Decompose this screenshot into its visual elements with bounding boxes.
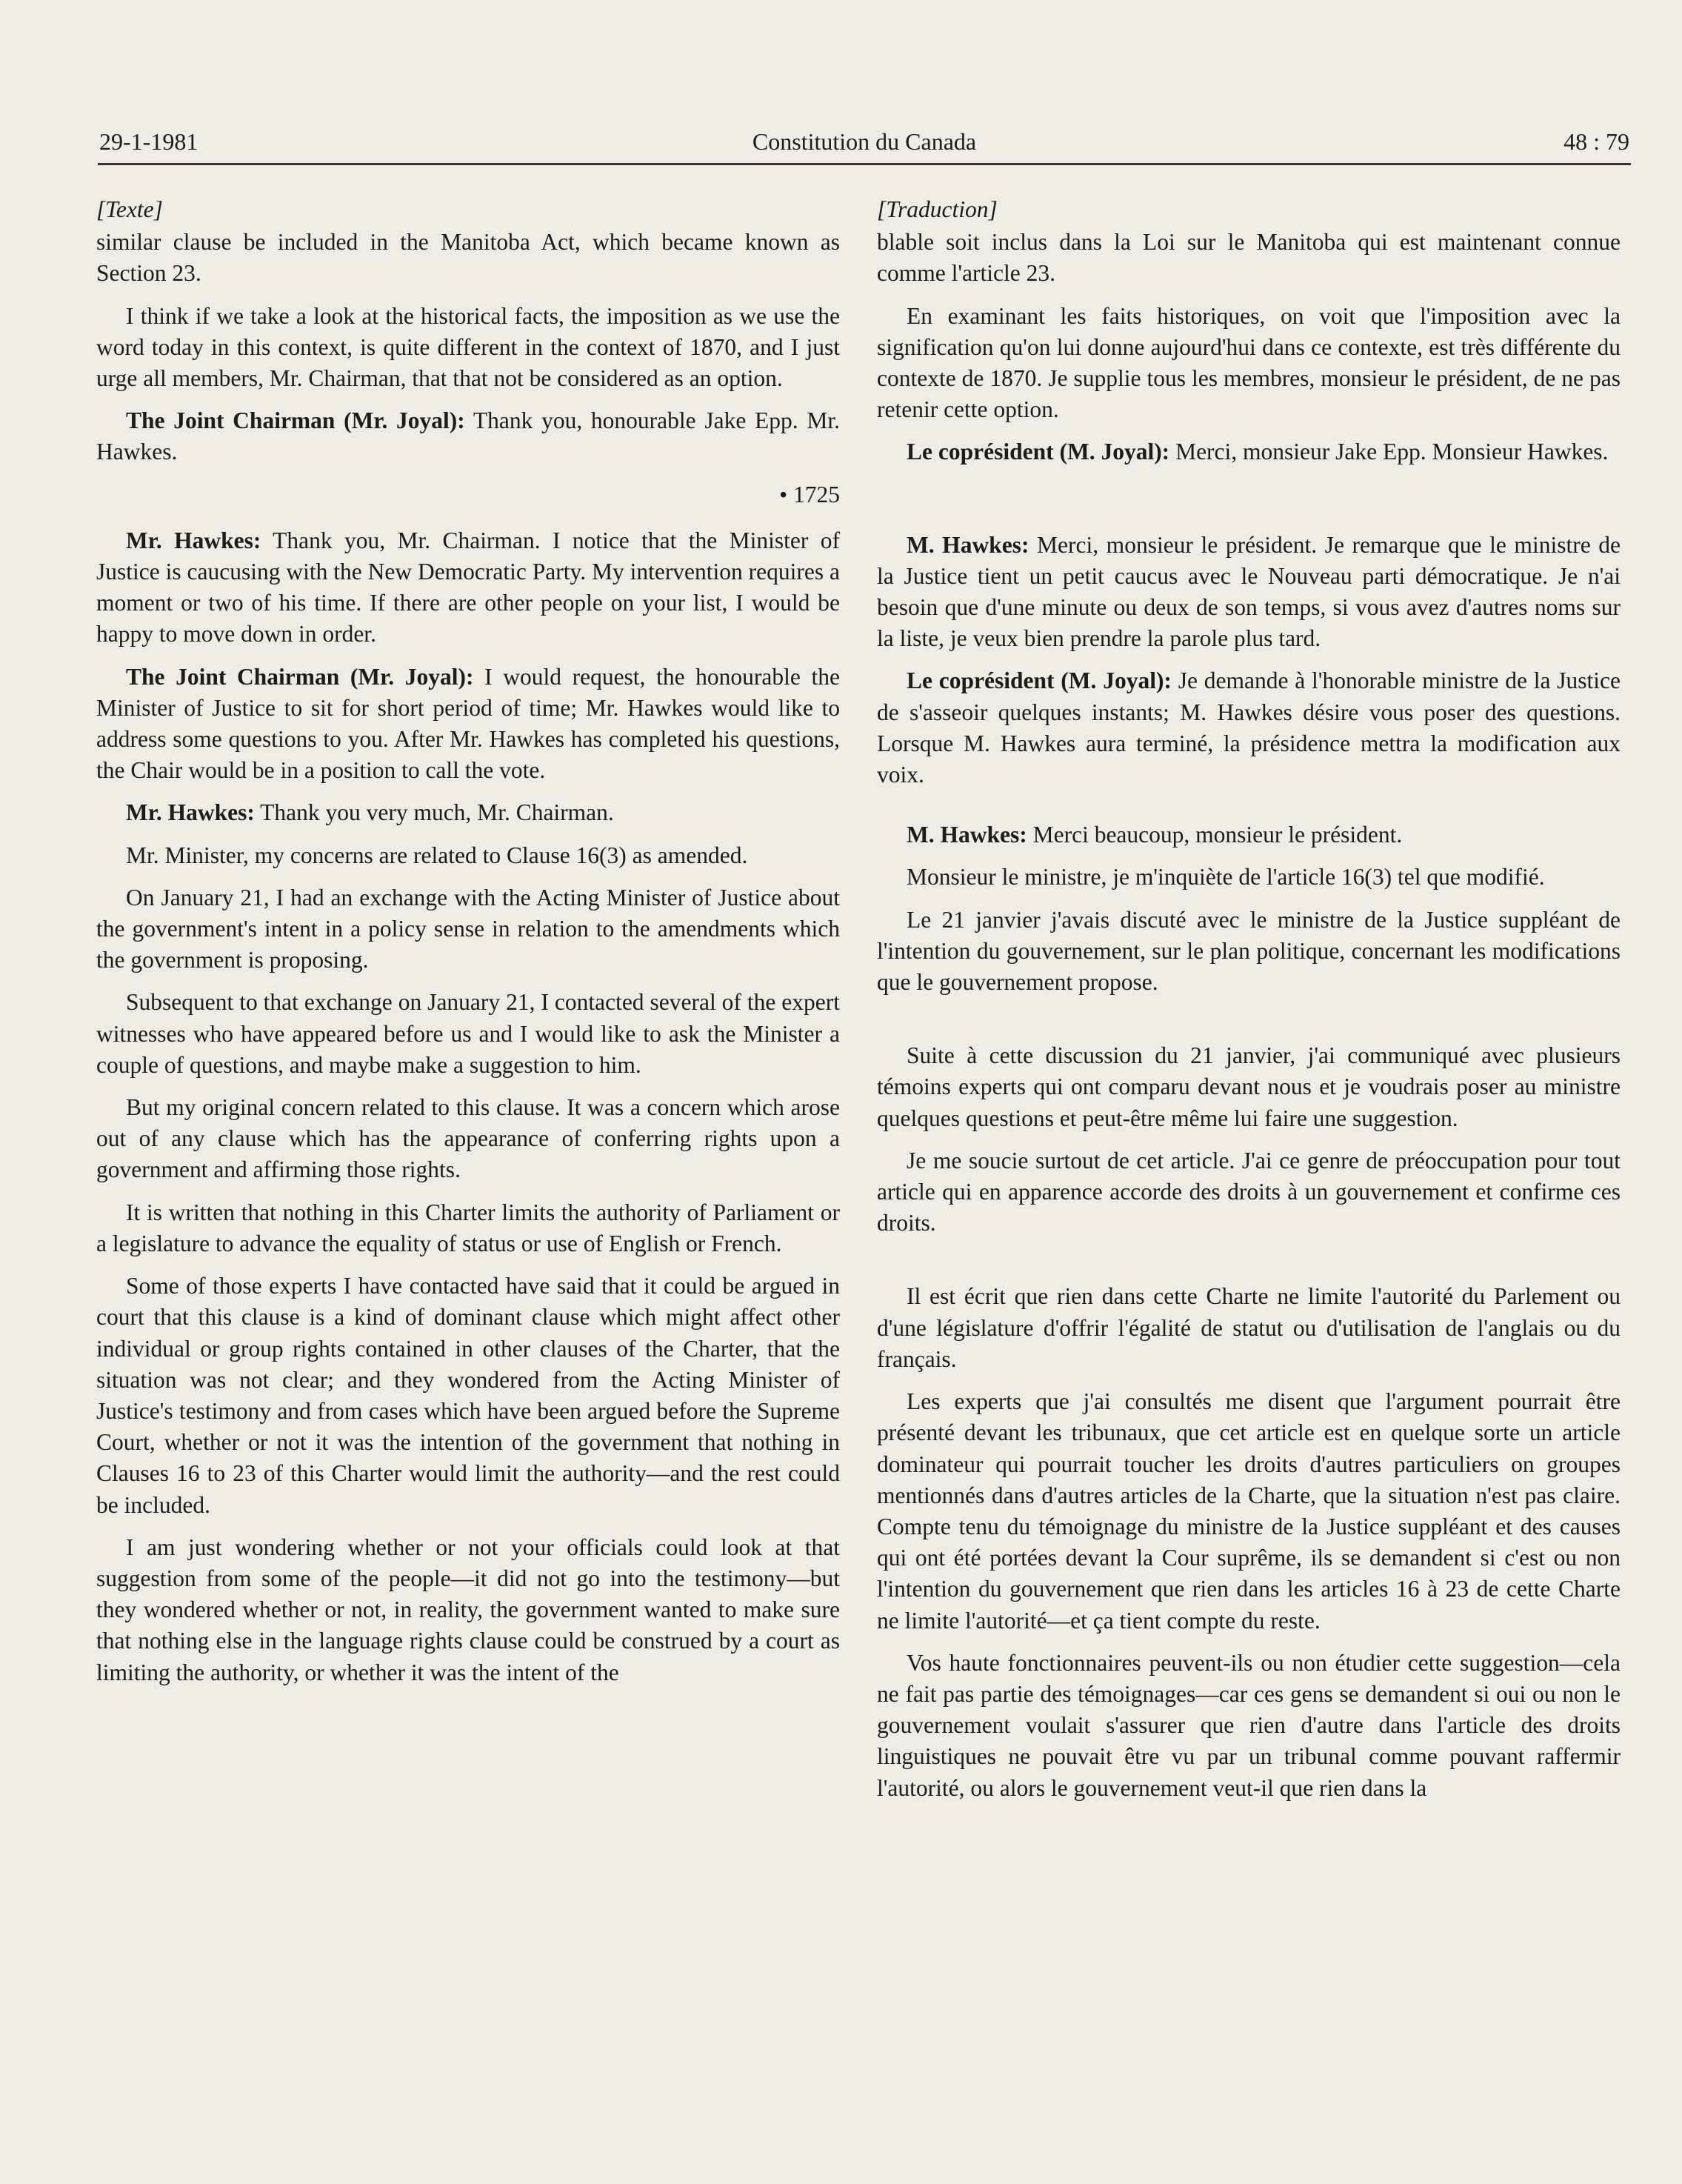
spacer (877, 1009, 1621, 1040)
french-column (877, 194, 1621, 1815)
speech-paragraph (877, 665, 1621, 790)
english-column (96, 194, 840, 1699)
spacer (877, 1250, 1621, 1281)
speaker-name: Mr. Hawkes: (126, 799, 255, 826)
header-title: Constitution du Canada (752, 128, 977, 155)
header-page-number: 48 : 79 (1563, 128, 1629, 155)
speech-text: Merci, monsieur Jake Epp. Monsieur Hawkes. (1169, 439, 1609, 465)
paragraph: Les experts que j'ai consultés me disent que l'argument pourrait être présenté devant les tribunaux, que cet article est en quelque sorte un article dominateur qui pourrait toucher les droits d'autres particuliers on groupes mentionnés dans d'autres articles de la Charte, que la situation n'est pas claire. Compte tenu du témoignage du ministre de la Justice suppléant et des causes qui ont été portées devant la Cour suprême, ils se demandent si c'est ou non l'intention du gouvernement que rien dans les articles 16 à 23 de cette Charte ne limite l'autorité—et ça tient compte du reste. (877, 1388, 1621, 1634)
speaker-name: Le coprésident (M. Joyal): (907, 667, 1172, 694)
paragraph: Le 21 janvier j'avais discuté avec le ministre de la Justice suppléant de l'intention du gouvernement, sur le plan politique, concernant les modifications que le gouvernement propose. (877, 906, 1621, 996)
spacer (877, 802, 1621, 819)
speech-paragraph (96, 797, 840, 828)
paragraph: Vos haute fonctionnaires peuvent-ils ou non étudier cette suggestion—cela ne fait pas partie des témoignages—car ces gens se demandent si oui ou non le gouvernement voulait s'assurer que rien d'autre dans l'article des droits linguistiques ne pouvait être vu par un tribunal comme pouvant raffermir l'autorité, ou alors le gouvernement veut-il que rien dans la (877, 1649, 1621, 1801)
speaker-name: Le coprésident (M. Joyal): (907, 439, 1170, 465)
speech-text: Thank you very much, Mr. Chairman. (254, 799, 614, 826)
language-marker: [Texte] (96, 196, 163, 222)
paragraph: It is written that nothing in this Charter limits the authority of Parliament or a legislature to advance the equality of status or use of English or French. (96, 1199, 840, 1256)
paragraph: I am just wondering whether or not your officials could look at that suggestion from some of the people—it did not go into the testimony—but they wondered whether or not, in reality, the government wanted to make sure that nothing else in the language rights clause could be construed by a court as limiting the authority, or whether it was the intent of the (96, 1534, 840, 1685)
paragraph: Il est écrit que rien dans cette Charte ne limite l'autorité du Parlement ou d'une législature d'offrir l'égalité de statut ou d'utilisation de l'anglais ou du français. (877, 1283, 1621, 1372)
speech-paragraph (877, 436, 1621, 467)
speaker-name: The Joint Chairman (Mr. Joyal): (126, 663, 474, 690)
paragraph: blable soit inclus dans la Loi sur le Manitoba qui est maintenant connue comme l'article 23. (877, 229, 1621, 287)
speech-paragraph (877, 819, 1621, 850)
speech-text: Je demande à l'honorable ministre de la Justice de s'asseoir quelques instants; M. Hawkes désire vous poser des questions. Lorsque M. Hawkes aura terminé, la présidence mettra la modification aux voix. (877, 667, 1621, 788)
speech-paragraph (96, 525, 840, 650)
speech-text: Merci, monsieur le président. Je remarque que le ministre de la Justice tient un petit caucus avec le Nouveau parti démocratique. Je n'ai besoin que d'une minute ou deux de son temps, si vous avez d'autres noms sur la liste, je veux bien prendre la parole plus tard. (877, 531, 1621, 652)
speech-paragraph (877, 530, 1621, 655)
paragraph: similar clause be included in the Manitoba Act, which became known as Section 23. (96, 229, 840, 287)
paragraph: En examinant les faits historiques, on voit que l'imposition avec la signification qu'on lui donne aujourd'hui dans ce contexte, est très différente du contexte de 1870. Je supplie tous les membres, monsieur le président, de ne pas retenir cette option. (877, 302, 1621, 423)
speaker-name: M. Hawkes: (907, 531, 1029, 558)
speaker-name: M. Hawkes: (907, 822, 1027, 848)
speech-text: Merci beaucoup, monsieur le président. (1027, 822, 1403, 848)
paragraph: But my original concern related to this clause. It was a concern which arose out of any clause which has the appearance of conferring rights upon a government and affirming those rights. (96, 1094, 840, 1183)
paragraph: Subsequent to that exchange on January 21, I contacted several of the expert witnesses who have appeared before us and I would like to ask the Minister a couple of questions, and maybe make a suggestion to him. (96, 989, 840, 1078)
speech-text: Thank you, Mr. Chairman. I notice that the Minister of Justice is caucusing with the New Democratic Party. My intervention requires a moment or two of his time. If there are other people on your list, I would be happy to move down in order. (96, 527, 840, 647)
speaker-name: The Joint Chairman (Mr. Joyal): (126, 407, 465, 434)
paragraph: Mr. Minister, my concerns are related to Clause 16(3) as amended. (126, 842, 748, 868)
header-date: 29-1-1981 (99, 128, 198, 155)
speech-text: I would request, the honourable the Minister of Justice to sit for short period of time; Mr. Hawkes would like to address some questions to you. After Mr. Hawkes has completed his questions, the Chair would be in a position to call the vote. (96, 663, 840, 784)
language-marker: [Traduction] (877, 196, 998, 222)
paragraph: I think if we take a look at the historical facts, the imposition as we use the word today in this context, is quite different in the context of 1870, and I just urge all members, Mr. Chairman, that that not be considered as an option. (96, 302, 840, 392)
speaker-name: Mr. Hawkes: (126, 527, 261, 553)
spacer (877, 479, 1621, 530)
speech-paragraph (96, 662, 840, 787)
paragraph: Suite à cette discussion du 21 janvier, j'ai communiqué avec plusieurs témoins experts qui ont comparu devant nous et je voudrais poser au ministre quelques questions et peut-être même lui faire une suggestion. (877, 1042, 1621, 1131)
speech-paragraph (96, 405, 840, 467)
paragraph: On January 21, I had an exchange with the Acting Minister of Justice about the government's intent in a policy sense in relation to the amendments which the government is proposing. (96, 884, 840, 973)
paragraph: Monsieur le ministre, je m'inquiète de l'article 16(3) tel que modifié. (907, 864, 1545, 890)
page-header (98, 119, 1631, 165)
paragraph: Je me soucie surtout de cet article. J'ai ce genre de préoccupation pour tout article qui en apparence accorde des droits à un gouvernement et confirme ces droits. (877, 1147, 1621, 1236)
speech-text: Thank you, honourable Jake Epp. Mr. Hawkes. (96, 407, 840, 465)
timestamp: • 1725 (779, 481, 840, 507)
paragraph: Some of those experts I have contacted have said that it could be argued in court that this clause is a kind of dominant clause which might affect other individual or group rights contained in other clauses of the Charter, that the situation was not clear; and they wondered from the Acting Minister of Justice's testimony and from cases which have been argued before the Supreme Court, whether or not it was the intention of the government that nothing in Clauses 16 to 23 of this Charter would limit the authority—and the rest could be included. (96, 1273, 840, 1518)
